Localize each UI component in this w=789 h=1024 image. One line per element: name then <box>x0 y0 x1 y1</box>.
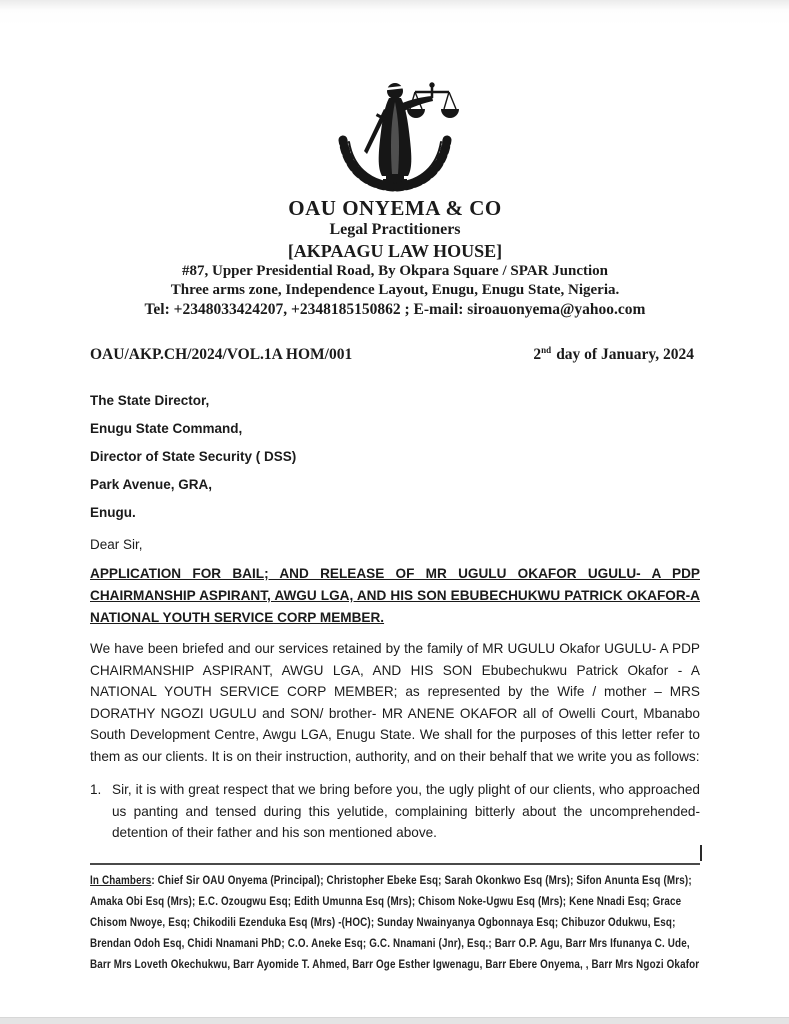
text-caret-icon <box>700 845 702 861</box>
list-item-number: 1. <box>90 782 102 797</box>
law-house-name: [AKPAAGU LAW HOUSE] <box>287 241 503 261</box>
letterhead <box>90 78 700 320</box>
cursor-row <box>90 845 700 862</box>
recipient-address <box>90 394 700 520</box>
contact-line: Tel: +2348033424207, +2348185150862 ; E-mail: siroauonyema@yahoo.com <box>144 301 646 318</box>
recipient-line: Park Avenue, GRA, <box>90 477 213 492</box>
scales-of-justice-logo <box>90 78 700 192</box>
recipient-line: The State Director, <box>90 393 210 408</box>
chambers-footer <box>90 870 700 975</box>
address-line-2: Three arms zone, Independence Layout, Enugu, Enugu State, Nigeria. <box>170 282 620 298</box>
body-paragraph: We have been briefed and our services retained by the family of MR UGULU Okafor UGULU- A PDP CHAIRMANSHIP ASPIRANT, AWGU LGA, AND HIS SON Ebubechukwu Patrick Okafor - A NATIONAL YOUTH SERVICE CORP MEMBER; as represented by the Wife / mother – MRS DORATHY NGOZI UGULU and SON/ brother- MR ANENE OKAFOR all of Owelli Court, Mbanabo South Development Centre, Awgu LGA, Enugu State. We shall for the purposes of this letter refer to them as our clients. It is on their instruction, authority, and on their behalf that we write you as follows: <box>90 641 700 764</box>
address-line-1: #87, Upper Presidential Road, By Okpara Square / SPAR Junction <box>181 263 609 279</box>
page-bottom-edge <box>0 1017 789 1024</box>
chambers-label: In Chambers <box>90 872 152 887</box>
recipient-line: Enugu State Command, <box>90 421 243 436</box>
list-item <box>90 779 700 844</box>
reference-number: OAU/AKP.CH/2024/VOL.1A HOM/001 <box>90 346 353 363</box>
date-day: 2 <box>533 346 542 363</box>
reference-row <box>90 346 700 364</box>
date-rest: day of January, 2024 <box>556 346 694 363</box>
firm-name: OAU ONYEMA & CO <box>288 196 502 220</box>
list-item-text: Sir, it is with great respect that we bring before you, the ugly plight of our clients, who approached us panting and tensed during this yelutide, complaining bitterly about the uncomprehended-detention of their father and his son mentioned above. <box>112 782 700 840</box>
recipient-line: Director of State Security ( DSS) <box>90 449 297 464</box>
chambers-list <box>90 870 700 975</box>
subject-line: APPLICATION FOR BAIL; AND RELEASE OF MR UGULU OKAFOR UGULU- A PDP CHAIRMANSHIP ASPIRANT, AWGU LGA, AND HIS SON EBUBECHUKWU PATRICK OKAFOR-A NATIONAL YOUTH SERVICE CORP MEMBER. <box>90 566 700 625</box>
footer-divider <box>90 863 700 865</box>
date-ordinal: nd <box>541 344 552 355</box>
firm-tagline: Legal Practitioners <box>329 221 461 238</box>
recipient-line: Enugu. <box>90 505 136 520</box>
chambers-names: : Chief Sir OAU Onyema (Principal); Christopher Ebeke Esq; Sarah Okonkwo Esq (Mrs); Sifon Anunta Esq (Mrs); Amaka Obi Esq (Mrs); E.C. Ozougwu Esq; Edith Umunna Esq (Mrs); Chisom Noke-Ugwu Esq (Mrs); Kene Nnadi Esq; Grace Chisom Nwoye, Esq; Chikodili Ezenduka Esq (Mrs) -(HOC); Sunday Nwainyanya Ogbonnaya Esq; Chibuzor Odukwu, Esq; Brendan Odoh Esq, Chidi Nnamani PhD; C.O. Aneke Esq; G.C. Nnamani (Jnr), Esq.; Barr O.P. Agu, Barr Mrs Ifunanya C. Ude, Barr Mrs Loveth Okechukwu, Barr Ayomide T. Ahmed, Barr Oge Esther Igwenagu, Barr Ebere Onyema, , Barr Mrs Ngozi Okafor <box>90 872 700 971</box>
letter-date <box>533 346 694 364</box>
salutation: Dear Sir, <box>90 537 143 552</box>
